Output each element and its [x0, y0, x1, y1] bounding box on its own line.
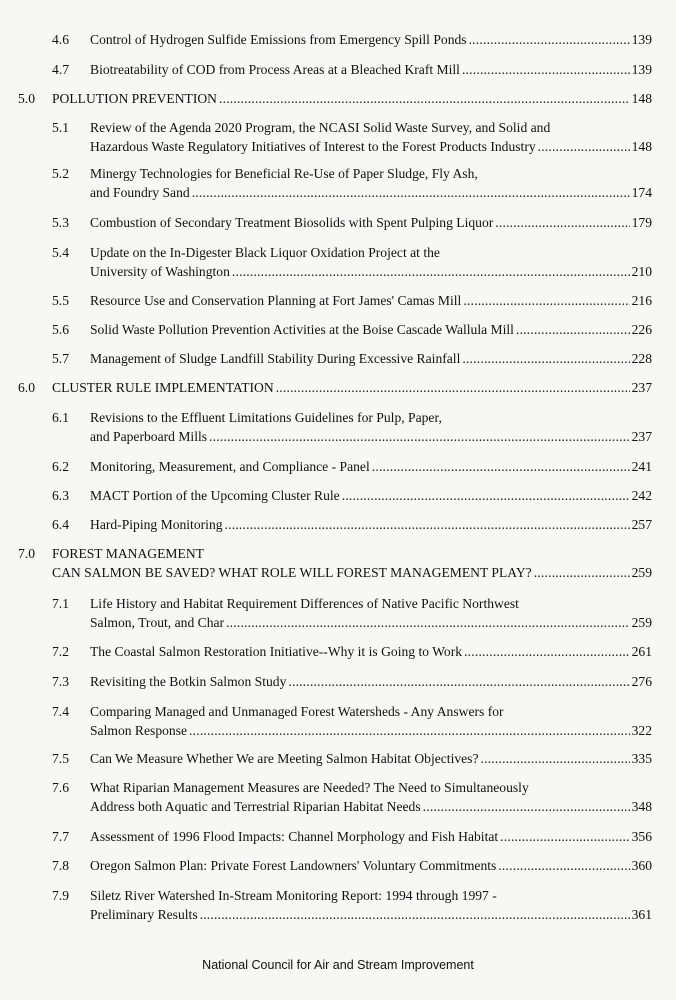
toc-entry-title: Revisiting the Botkin Salmon Study [90, 674, 287, 689]
toc-entry-title: Preliminary Results [90, 907, 198, 922]
toc-entry-number: 5.7 [52, 351, 69, 366]
toc-page-number: 216 [631, 293, 652, 308]
toc-entry-number: 6.0 [18, 380, 35, 395]
toc-page-number: 228 [631, 351, 652, 366]
toc-entry-number: 5.6 [52, 322, 69, 337]
toc-entry-number: 7.3 [52, 674, 69, 689]
dot-leader [538, 137, 630, 156]
toc-entry-title: Solid Waste Pollution Prevention Activities at the Boise Cascade Wallula Mill [90, 322, 514, 337]
toc-entry-title: MACT Portion of the Upcoming Cluster Rule [90, 488, 340, 503]
toc-entry-title: Siletz River Watershed In-Stream Monitoring Report: 1994 through 1997 - [90, 888, 497, 903]
toc-entry-title: Minergy Technologies for Beneficial Re-Use of Paper Sludge, Fly Ash, [90, 166, 478, 181]
toc-entry-title: and Foundry Sand [90, 185, 190, 200]
toc-page-number: 276 [631, 674, 652, 689]
dot-leader [209, 427, 630, 446]
toc-page-number: 348 [631, 799, 652, 814]
toc-entry-title: What Riparian Management Measures are Needed? The Need to Simultaneously [90, 780, 529, 795]
dot-leader [464, 642, 630, 661]
toc-entry-number: 6.4 [52, 517, 69, 532]
toc-entry-number: 5.3 [52, 215, 69, 230]
toc-page-number: 242 [631, 488, 652, 503]
dot-leader [200, 905, 630, 924]
toc-entry-number: 6.3 [52, 488, 69, 503]
toc-page-number: 259 [631, 565, 652, 580]
toc-page-number: 237 [631, 429, 652, 444]
toc-page-number: 139 [631, 32, 652, 47]
dot-leader [498, 856, 629, 875]
toc-entry-title: Salmon, Trout, and Char [90, 615, 225, 630]
toc-entry-title: Management of Sludge Landfill Stability During Excessive Rainfall [90, 351, 461, 366]
toc-entry-number: 5.4 [52, 245, 69, 260]
toc-entry-number: 4.6 [52, 32, 69, 47]
toc-page-number: 139 [631, 62, 652, 77]
toc-entry-number: 7.6 [52, 780, 69, 795]
dot-leader [219, 89, 630, 108]
page-footer: National Council for Air and Stream Improvement [202, 958, 474, 972]
toc-page-number: 148 [631, 91, 652, 106]
toc-page-number: 148 [631, 139, 652, 154]
toc-entry-title: Hazardous Waste Regulatory Initiatives of Interest to the Forest Products Industry [90, 139, 536, 154]
toc-page-number: 174 [631, 185, 652, 200]
toc-page-number: 261 [631, 644, 652, 659]
dot-leader [192, 183, 630, 202]
toc-page-number: 179 [631, 215, 652, 230]
toc-entry-number: 7.4 [52, 704, 69, 719]
toc-entry-number: 5.2 [52, 166, 69, 181]
dot-leader [516, 320, 630, 339]
toc-entry-title: Hard-Piping Monitoring [90, 517, 223, 532]
toc-entry-title: Oregon Salmon Plan: Private Forest Landowners' Voluntary Commitments [90, 858, 497, 873]
toc-entry-title: Comparing Managed and Unmanaged Forest Watersheds - Any Answers for [90, 704, 504, 719]
toc-entry-number: 6.1 [52, 410, 69, 425]
toc-page-number: 210 [631, 264, 652, 279]
toc-page-number: 226 [631, 322, 652, 337]
dot-leader [495, 213, 629, 232]
dot-leader [225, 515, 630, 534]
dot-leader [276, 378, 630, 397]
toc-entry-title: Salmon Response [90, 723, 188, 738]
toc-entry-title: Biotreatability of COD from Process Areas at a Bleached Kraft Mill [90, 62, 460, 77]
toc-entry-number: 4.7 [52, 62, 69, 77]
toc-entry-title: Control of Hydrogen Sulfide Emissions from Emergency Spill Ponds [90, 32, 467, 47]
dot-leader [423, 797, 630, 816]
dot-leader [462, 60, 630, 79]
toc-page-number: 237 [631, 380, 652, 395]
toc-entry-number: 7.5 [52, 751, 69, 766]
toc-entry-title: Assessment of 1996 Flood Impacts: Channel Morphology and Fish Habitat [90, 829, 499, 844]
toc-entry-title: CAN SALMON BE SAVED? WHAT ROLE WILL FOREST MANAGEMENT PLAY? [52, 565, 532, 580]
toc-entry-number: 7.9 [52, 888, 69, 903]
toc-entry-number: 5.0 [18, 91, 35, 106]
toc-entry-title: The Coastal Salmon Restoration Initiative--Why it is Going to Work [90, 644, 463, 659]
toc-entry-title: Life History and Habitat Requirement Differences of Native Pacific Northwest [90, 596, 519, 611]
toc-entry-number: 5.1 [52, 120, 69, 135]
dot-leader [534, 563, 630, 582]
dot-leader [189, 721, 630, 740]
toc-entry-number: 7.0 [18, 546, 35, 561]
toc-page-number: 356 [631, 829, 652, 844]
dot-leader [226, 613, 630, 632]
dot-leader [288, 672, 629, 691]
toc-entry-title: FOREST MANAGEMENT [52, 546, 204, 561]
dot-leader [462, 349, 629, 368]
dot-leader [500, 827, 629, 846]
toc-entry-number: 6.2 [52, 459, 69, 474]
toc-entry-title: CLUSTER RULE IMPLEMENTATION [52, 380, 274, 395]
toc-entry-number: 7.1 [52, 596, 69, 611]
toc-entry-title: Update on the In-Digester Black Liquor Oxidation Project at the [90, 245, 440, 260]
toc-entry-title: Can We Measure Whether We are Meeting Salmon Habitat Objectives? [90, 751, 479, 766]
toc-entry-title: and Paperboard Mills [90, 429, 208, 444]
toc-entry-number: 7.8 [52, 858, 69, 873]
toc-page-number: 360 [631, 858, 652, 873]
toc-entry-title: University of Washington [90, 264, 230, 279]
toc-page-number: 335 [631, 751, 652, 766]
toc-entry-title: POLLUTION PREVENTION [52, 91, 217, 106]
dot-leader [372, 457, 630, 476]
toc-page-number: 241 [631, 459, 652, 474]
toc-entry-title: Combustion of Secondary Treatment Biosolids with Spent Pulping Liquor [90, 215, 494, 230]
toc-page-number: 259 [631, 615, 652, 630]
dot-leader [463, 291, 629, 310]
toc-entry-title: Address both Aquatic and Terrestrial Riparian Habitat Needs [90, 799, 421, 814]
toc-entry-number: 7.7 [52, 829, 69, 844]
toc-entry-number: 5.5 [52, 293, 69, 308]
dot-leader [342, 486, 630, 505]
toc-entry-title: Review of the Agenda 2020 Program, the NCASI Solid Waste Survey, and Solid and [90, 120, 551, 135]
dot-leader [469, 30, 630, 49]
toc-entry-title: Revisions to the Effluent Limitations Guidelines for Pulp, Paper, [90, 410, 442, 425]
toc-page-number: 361 [631, 907, 652, 922]
dot-leader [481, 749, 630, 768]
toc-page-number: 322 [631, 723, 652, 738]
toc-entry-number: 7.2 [52, 644, 69, 659]
toc-entry-title: Resource Use and Conservation Planning at Fort James' Camas Mill [90, 293, 462, 308]
toc-page-number: 257 [631, 517, 652, 532]
dot-leader [232, 262, 630, 281]
toc-entry-title: Monitoring, Measurement, and Compliance - Panel [90, 459, 370, 474]
